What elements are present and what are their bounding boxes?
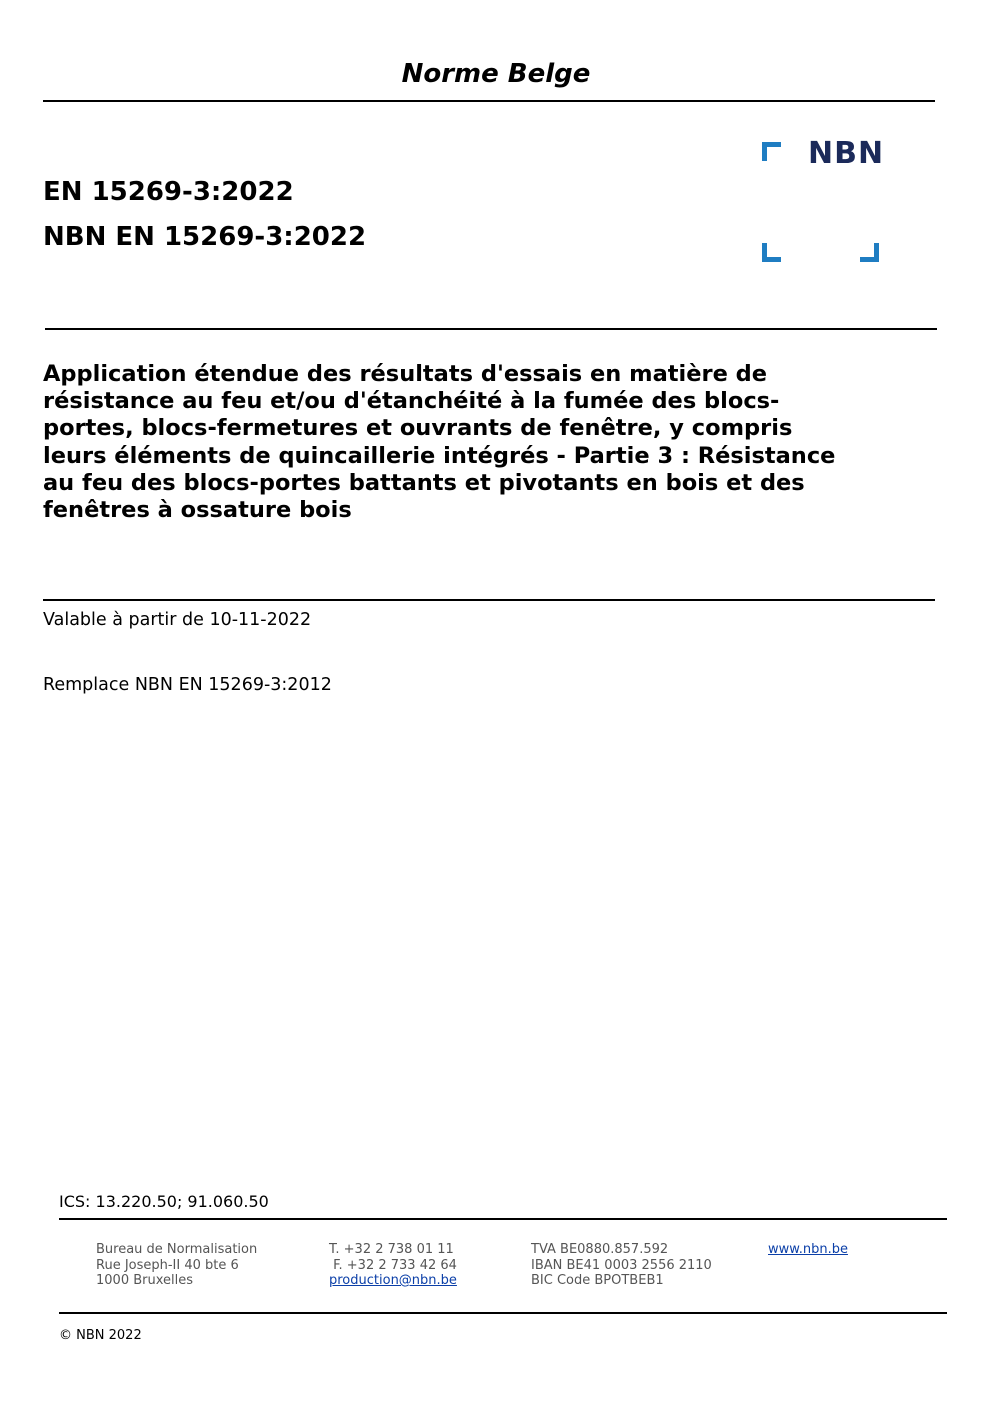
footer-address <box>96 1242 257 1289</box>
document-title <box>43 361 923 524</box>
title-line: au feu des blocs-portes battants et pivotants en bois et des <box>43 469 805 496</box>
title-line: Application étendue des résultats d'essais en matière de <box>43 361 768 387</box>
email-link[interactable]: production@nbn.be <box>329 1273 457 1288</box>
website-link[interactable]: www.nbn.be <box>768 1242 848 1257</box>
header-divider <box>43 100 935 102</box>
address-line: 1000 Bruxelles <box>96 1273 194 1288</box>
title-line: fenêtres à ossature bois <box>43 497 352 524</box>
logo-corner-bottom-right <box>860 243 879 262</box>
footer-contact <box>329 1242 457 1289</box>
logo-corner-bottom-left <box>762 243 781 262</box>
footer-web <box>768 1242 848 1258</box>
iban-number: IBAN BE41 0003 2556 2110 <box>531 1257 712 1273</box>
nbn-standard-code: NBN EN 15269-3:2022 <box>43 222 367 252</box>
title-line: résistance au feu et/ou d'étanchéité à la fumée des blocs- <box>43 388 780 415</box>
title-line: portes, blocs-fermetures et ouvrants de fenêtre, y compris <box>43 415 793 442</box>
en-standard-code: EN 15269-3:2022 <box>43 177 294 207</box>
validity-date: Valable à partir de 10-11-2022 <box>43 610 312 630</box>
document-header-title: Norme Belge <box>401 59 591 89</box>
copyright-notice: © NBN 2022 <box>59 1328 142 1343</box>
bic-code: BIC Code BPOTBEB1 <box>531 1273 664 1288</box>
phone-number: T. +32 2 738 01 11 <box>329 1242 454 1257</box>
codes-divider <box>45 328 937 330</box>
address-line: Rue Joseph-II 40 bte 6 <box>96 1257 239 1273</box>
title-divider <box>43 599 935 601</box>
nbn-logo-text: NBN <box>808 136 885 171</box>
footer-bottom-divider <box>59 1312 947 1314</box>
ics-codes: ICS: 13.220.50; 91.060.50 <box>59 1192 269 1211</box>
logo-corner-top-left <box>762 142 781 161</box>
vat-number: TVA BE0880.857.592 <box>531 1242 669 1257</box>
footer-top-divider <box>59 1218 947 1220</box>
replaces-standard: Remplace NBN EN 15269-3:2012 <box>43 675 332 695</box>
footer-banking <box>531 1242 712 1289</box>
fax-number: F. +32 2 733 42 64 <box>329 1257 457 1273</box>
address-line: Bureau de Normalisation <box>96 1242 258 1257</box>
title-line: leurs éléments de quincaillerie intégrés - Partie 3 : Résistance <box>43 442 836 469</box>
